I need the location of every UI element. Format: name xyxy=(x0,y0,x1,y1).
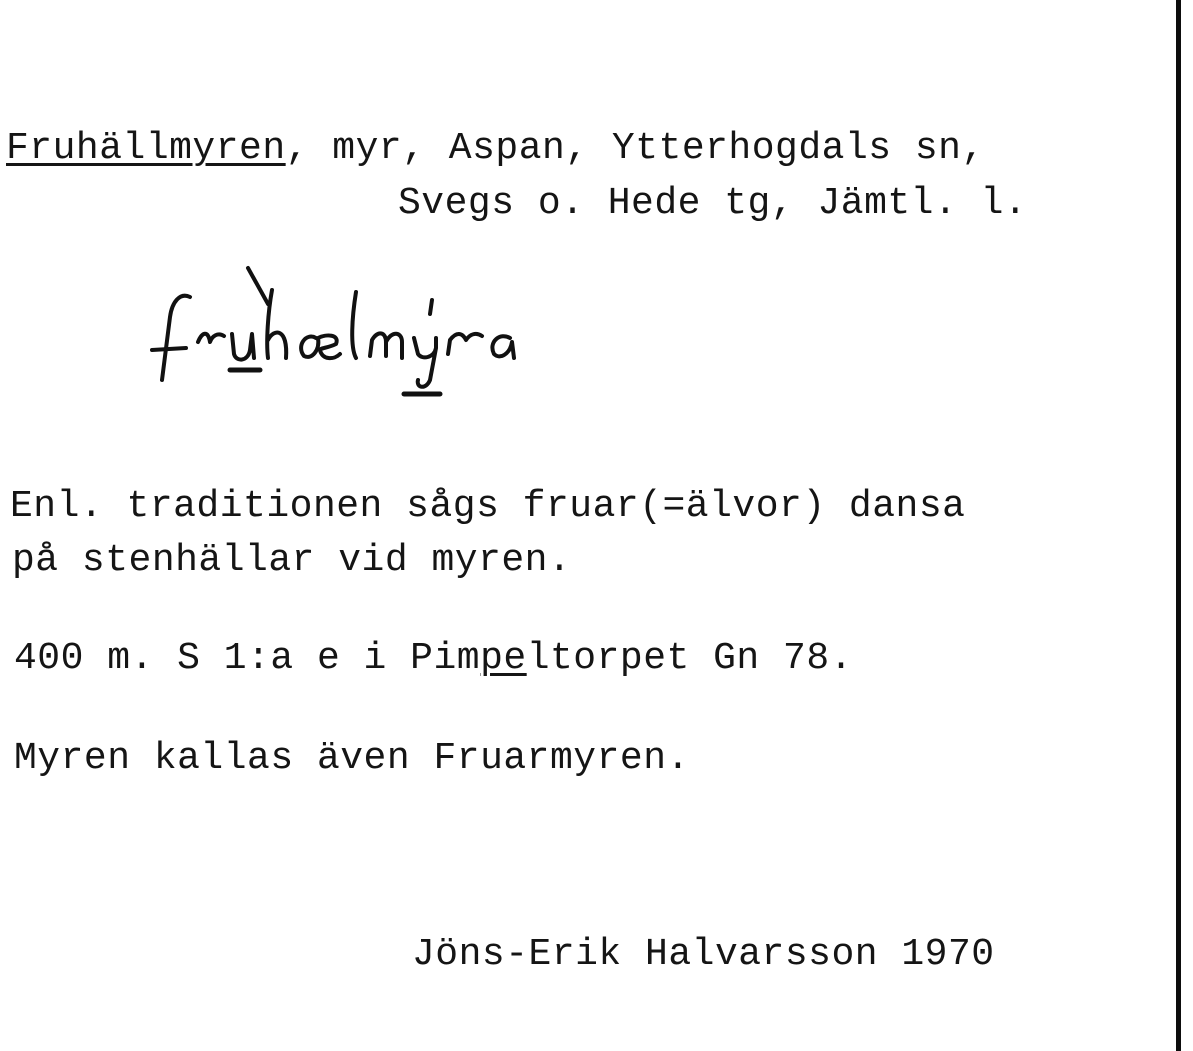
position-suffix: ltorpet Gn 78. xyxy=(526,637,853,680)
alt-name-line: Myren kallas även Fruarmyren. xyxy=(14,737,690,780)
handwritten-pronunciation xyxy=(150,262,650,402)
position-line xyxy=(14,637,853,680)
header-rest: , myr, Aspan, Ytterhogdals sn, xyxy=(285,127,985,170)
recorder-line: Jöns-Erik Halvarsson 1970 xyxy=(412,933,995,976)
header-line xyxy=(6,127,985,170)
position-underlined: pe xyxy=(480,637,527,680)
card-edge-line xyxy=(1176,0,1181,1051)
headword: Fruhällmyren xyxy=(6,127,286,170)
note-line-2: på stenhällar vid myren. xyxy=(12,539,572,582)
location-line: Svegs o. Hede tg, Jämtl. l. xyxy=(398,182,1028,225)
position-prefix: 400 m. S 1:a e i Pim xyxy=(14,637,481,680)
note-line-1: Enl. traditionen sågs fruar(=älvor) dansa xyxy=(10,485,966,528)
